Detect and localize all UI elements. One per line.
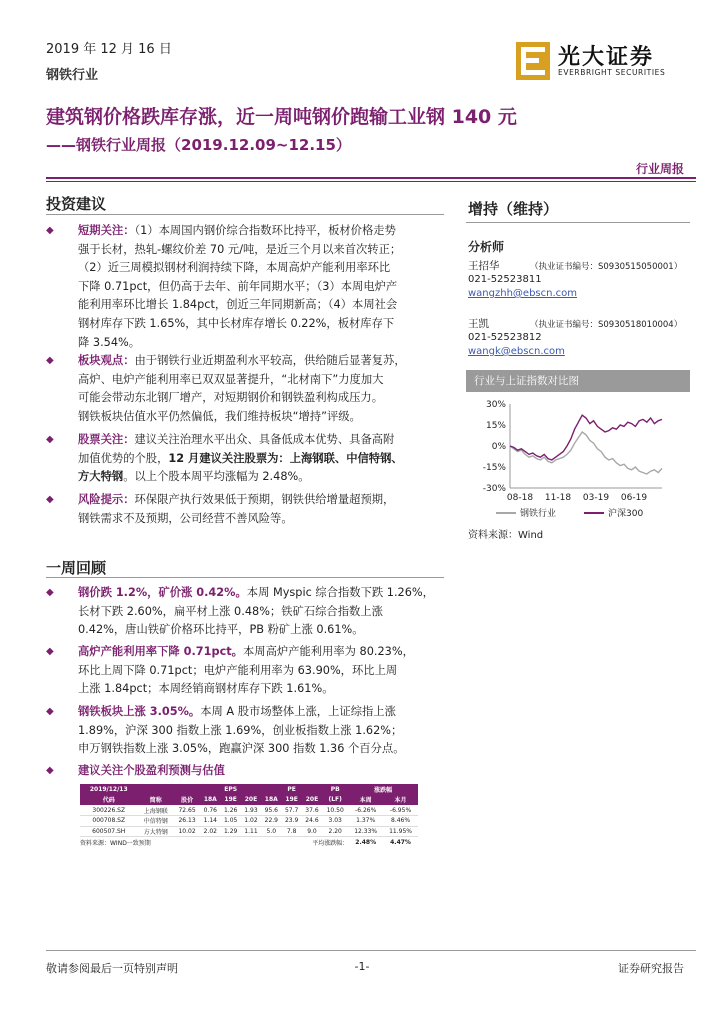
table-cell: 26.13 <box>174 816 200 827</box>
table-cell: 5.0 <box>261 826 281 837</box>
legend-label: 钢铁行业 <box>520 509 557 519</box>
table-cell: 10.50 <box>322 805 348 816</box>
report-subtitle: ——钢铁行业周报（2019.12.09~12.15） <box>46 136 351 154</box>
analyst-email-link[interactable]: wangk@ebscn.com <box>468 346 565 357</box>
short-term-line: 强于长材，热轧-螺纹价差 70 元/吨，是近三个月以来首次转正； <box>78 242 402 256</box>
capacity-line: 上涨 1.84pct；本周经销商钢材库存下跌 1.61%。 <box>78 682 334 696</box>
stock-focus-strong: 12 月建议关注股票为：上海钢联、中信特钢、 <box>168 451 403 465</box>
logo-cn-text: 光大证券 <box>558 45 655 70</box>
bullet-sector-view <box>46 352 438 426</box>
analyst-phone: 021-52523811 <box>468 274 542 285</box>
short-term-line: 钢材库存下跌 1.65%，其中长材库存增长 0.22%，板材库存下 <box>78 316 395 330</box>
table-cell: 300226.SZ <box>80 805 137 816</box>
sector-label: 钢铁行业 <box>46 68 99 83</box>
analyst-heading: 分析师 <box>468 240 505 254</box>
table-cell: 12.33% <box>348 826 383 837</box>
price-line: 0.42%，唐山铁矿价格环比持平，PB 粉矿上涨 0.61%。 <box>78 623 364 637</box>
report-date: 2019 年 12 月 16 日 <box>46 42 172 57</box>
bullet-risk <box>46 491 438 528</box>
header-divider-thin <box>46 181 696 182</box>
table-cell: 000708.SZ <box>80 816 137 827</box>
table-avg-week: 2.48% <box>348 837 383 848</box>
table-header-cell: 股价 <box>174 795 200 806</box>
company-logo <box>516 40 686 84</box>
table-cell: 1.93 <box>241 805 261 816</box>
table-cell: 方大特钢 <box>137 826 174 837</box>
table-cell: 1.02 <box>241 816 261 827</box>
short-term-line: 降 3.54%。 <box>78 335 141 349</box>
x-tick-label: 08-18 <box>506 493 534 503</box>
diamond-bullet-icon: ◆ <box>46 434 54 445</box>
table-avg-label: 平均涨跌幅： <box>241 837 348 848</box>
table-header-cell: 简称 <box>137 795 174 806</box>
bullet-capacity <box>46 643 438 699</box>
table-group-cell: 涨跌幅 <box>348 784 418 795</box>
table-cell: 11.95% <box>383 826 418 837</box>
table-cell: 3.03 <box>322 816 348 827</box>
sector-perf-line: 申万钢铁指数上涨 3.05%，跑赢沪深 300 指数 1.36 个百分点。 <box>78 742 405 756</box>
forecast-lead: 建议关注个股盈利预测与估值 <box>78 764 225 777</box>
chart-source: 资料来源：Wind <box>468 530 544 541</box>
table-cell: 上海钢联 <box>137 805 174 816</box>
table-group-cell: PE <box>261 784 322 795</box>
table-header-cell: 18A <box>200 795 220 806</box>
table-cell: 7.8 <box>281 826 301 837</box>
table-header-cell: 19E <box>281 795 301 806</box>
table-cell: 22.9 <box>261 816 281 827</box>
sector-perf-lead: 钢铁板块上涨 3.05%。 <box>78 705 201 718</box>
analyst-cert: （执业证书编号：S0930515050001） <box>530 262 683 272</box>
review-section-divider <box>46 577 444 578</box>
y-tick-label: 0% <box>491 442 506 452</box>
table-cell: 1.05 <box>220 816 240 827</box>
table-header-cell: 20E <box>302 795 322 806</box>
short-term-line: 能利用率环比增长 1.84pct，创近三年同期新高；（4）本周社会 <box>78 298 398 312</box>
table-cell: -6.95% <box>383 805 418 816</box>
risk-line: 钢铁需求不及预期，公司经营不善风险等。 <box>78 511 293 525</box>
comparison-chart <box>466 370 690 530</box>
diamond-bullet-icon: ◆ <box>46 225 54 236</box>
series-line-hs300 <box>510 415 662 460</box>
diamond-bullet-icon: ◆ <box>46 587 54 598</box>
stock-focus-line: 。以上个股本周平均涨幅为 2.48%。 <box>123 470 310 484</box>
diamond-bullet-icon: ◆ <box>46 765 54 776</box>
table-cell: 1.29 <box>220 826 240 837</box>
price-line: 本周 Myspic 综合指数下跌 1.26%， <box>246 586 434 599</box>
table-row <box>80 826 418 837</box>
table-cell: 23.9 <box>281 816 301 827</box>
table-header-cell: 本月 <box>383 795 418 806</box>
table-cell: 0.76 <box>200 805 220 816</box>
sector-view-line: 可能会带动东北钢厂增产，对短期钢价和钢铁盈利构成压力。 <box>78 391 384 405</box>
table-header-cell: 19E <box>220 795 240 806</box>
capacity-lead: 高炉产能利用率下降 0.71pct。 <box>78 645 243 658</box>
risk-line: 环保限产执行效果低于预期，钢铁供给增量超预期， <box>134 493 395 506</box>
capacity-line: 环比上周下降 0.71pct；电炉产能利用率为 63.90%，环比上周 <box>78 663 398 677</box>
y-tick-label: 30% <box>485 400 506 410</box>
table-group-cell: PB <box>322 784 348 795</box>
table-cell: 37.6 <box>302 805 322 816</box>
capacity-line: 本周高炉产能利用率为 80.23%， <box>242 645 414 658</box>
table-cell: 95.6 <box>261 805 281 816</box>
rating-label: 增持（维持） <box>468 200 559 218</box>
logo-en-text: EVERBRIGHT SECURITIES <box>558 68 666 77</box>
table-header-row <box>80 795 418 806</box>
table-cell: 72.65 <box>174 805 200 816</box>
sidebar-divider <box>466 222 690 223</box>
x-tick-label: 06-19 <box>620 493 648 503</box>
analyst-name: 王招华 <box>468 260 500 272</box>
analyst-name: 王凯 <box>468 318 489 330</box>
analyst-phone: 021-52523812 <box>468 332 542 343</box>
page-number: -1- <box>354 960 370 973</box>
analyst-email-link[interactable]: wangzhh@ebscn.com <box>468 288 577 299</box>
analyst-cert: （执业证书编号：S0930518010004） <box>530 320 683 330</box>
table-group-cell <box>174 784 200 795</box>
chart-svg <box>466 392 690 530</box>
x-tick-label: 03-19 <box>582 493 610 503</box>
table-row <box>80 805 418 816</box>
bullet-short-term <box>46 222 438 352</box>
table-group-cell <box>137 784 174 795</box>
diamond-bullet-icon: ◆ <box>46 355 54 366</box>
table-group-cell: 2019/12/13 <box>80 784 137 795</box>
sector-view-line: 由于钢铁行业近期盈利水平较高，供给随后显著复苏， <box>134 354 406 367</box>
x-tick-label: 11-18 <box>544 493 572 503</box>
table-header-cell: 代码 <box>80 795 137 806</box>
invest-section-title: 投资建议 <box>46 195 107 213</box>
chart-title: 行业与上证指数对比图 <box>466 370 690 392</box>
stock-focus-strong: 方大特钢 <box>78 470 124 484</box>
table-cell: 600507.SH <box>80 826 137 837</box>
price-line: 长材下跌 2.60%，扁平材上涨 0.48%；铁矿石综合指数上涨 <box>78 604 383 618</box>
invest-section-divider <box>46 214 444 215</box>
bullet-stock-focus <box>46 431 438 487</box>
table-group-header <box>80 784 418 795</box>
sector-view-line: 高炉、电炉产能利用率已双双显著提升，“北材南下”力度加大 <box>78 372 384 386</box>
sector-view-line: 钢铁板块估值水平仍然偏低，我们维持板块“增持”评级。 <box>78 409 361 423</box>
table-cell: 中信特钢 <box>137 816 174 827</box>
footer-doc-type: 证券研究报告 <box>618 962 684 975</box>
footer-disclaimer: 敬请参阅最后一页特别声明 <box>46 962 178 975</box>
table-cell: 8.46% <box>383 816 418 827</box>
report-title: 建筑钢价格跌库存涨，近一周吨钢价跑输工业钢 140 元 <box>46 106 517 128</box>
table-cell: 1.14 <box>200 816 220 827</box>
table-cell: 57.7 <box>281 805 301 816</box>
sector-perf-line: 本周 A 股市场整体上涨，上证综指上涨 <box>200 705 396 718</box>
table-row <box>80 816 418 827</box>
table-source: 资料来源：WIND一致预期 <box>80 837 241 848</box>
risk-lead: 风险提示： <box>78 493 135 506</box>
short-term-line: （2）近三周模拟钢材利润持续下降，本周高炉产能利用率环比 <box>78 261 391 275</box>
table-group-cell: EPS <box>200 784 261 795</box>
diamond-bullet-icon: ◆ <box>46 706 54 717</box>
diamond-bullet-icon: ◆ <box>46 646 54 657</box>
logo-mark-icon <box>516 42 550 80</box>
y-tick-label: -30% <box>482 484 506 494</box>
price-lead: 钢价跌 1.2%，矿价涨 0.42%。 <box>78 586 247 599</box>
table-cell: 1.37% <box>348 816 383 827</box>
y-tick-label: 15% <box>485 421 506 431</box>
sector-view-lead: 板块观点： <box>78 354 135 367</box>
y-tick-label: -15% <box>482 463 506 473</box>
bullet-price <box>46 584 438 640</box>
footer-divider <box>46 950 696 951</box>
diamond-bullet-icon: ◆ <box>46 494 54 505</box>
short-term-lead: 短期关注： <box>78 224 135 237</box>
table-header-cell: (LF) <box>322 795 348 806</box>
table-cell: 24.6 <box>302 816 322 827</box>
table-header-cell: 本周 <box>348 795 383 806</box>
table-avg-month: 4.47% <box>383 837 418 848</box>
table-cell: 9.0 <box>302 826 322 837</box>
stock-focus-lead: 股票关注： <box>78 433 135 446</box>
bullet-forecast <box>46 762 438 781</box>
report-type-label: 行业周报 <box>635 162 684 176</box>
short-term-line: （1）本周国内钢价综合指数环比持平，板材价格走势 <box>134 224 396 237</box>
table-cell: 2.02 <box>200 826 220 837</box>
table-header-cell: 20E <box>241 795 261 806</box>
table-cell: 10.02 <box>174 826 200 837</box>
short-term-line: 下降 0.71pct，但仍高于去年、前年同期水平；（3）本周电炉产 <box>78 279 398 293</box>
table-cell: 2.20 <box>322 826 348 837</box>
stock-focus-line: 建议关注治理水平出众、具备低成本优势、具备高附 <box>134 433 395 446</box>
table-footer-row <box>80 837 418 848</box>
table-header-cell: 18A <box>261 795 281 806</box>
stock-focus-line: 加值优势的个股， <box>78 451 169 465</box>
legend-label: 沪深300 <box>608 509 644 519</box>
table-cell: 1.26 <box>220 805 240 816</box>
sector-perf-line: 1.89%，沪深 300 指数上涨 1.69%，创业板指数上涨 1.62%； <box>78 723 403 737</box>
bullet-sector-perf <box>46 703 438 759</box>
table-cell: 1.11 <box>241 826 261 837</box>
header-divider <box>46 177 696 179</box>
valuation-table <box>80 784 418 847</box>
table-cell: -6.26% <box>348 805 383 816</box>
review-section-title: 一周回顾 <box>46 559 107 577</box>
